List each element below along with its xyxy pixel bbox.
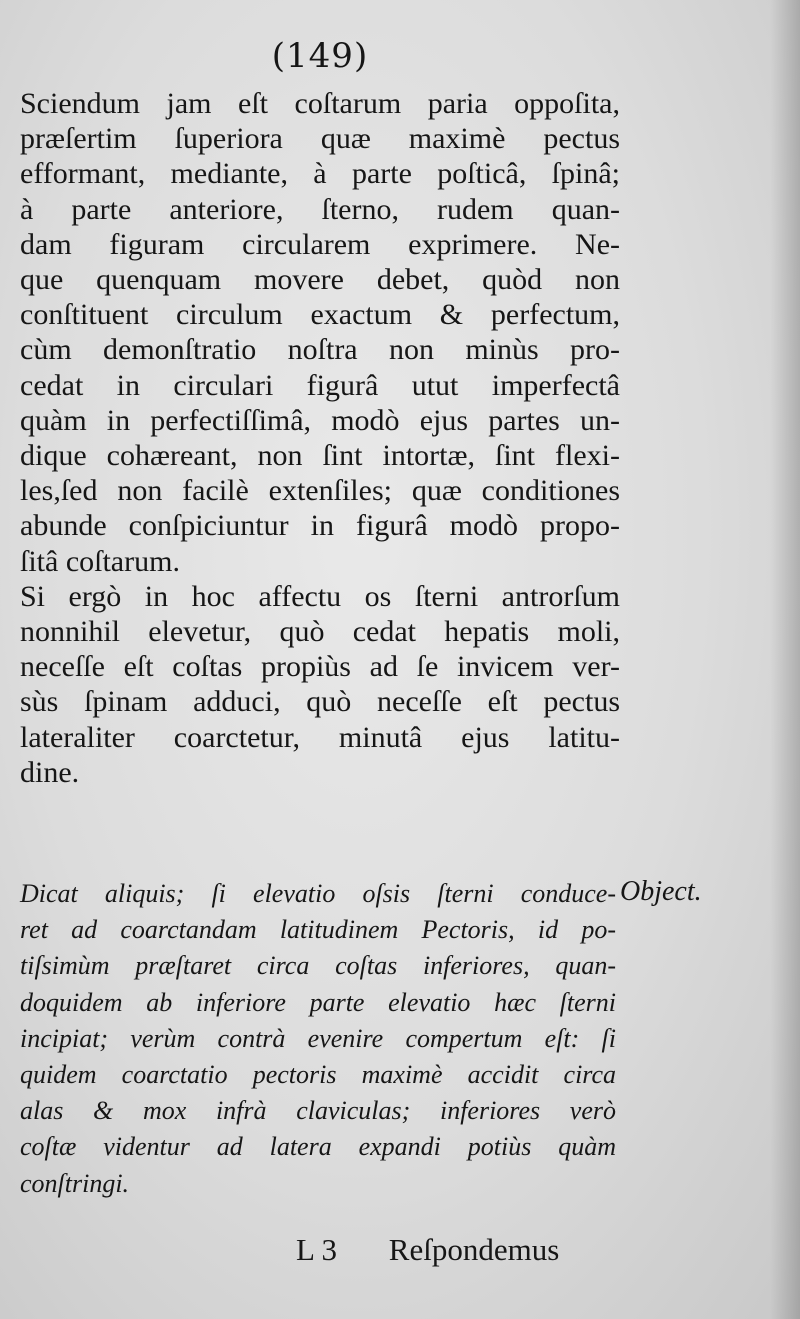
- text-line: præſertim ſuperiora quæ maximè pectus: [20, 122, 620, 156]
- text-line: quàm in perfectiſſimâ, modò ejus partes un-: [20, 403, 620, 437]
- italic-text-line: ret ad coarctandam latitudinem Pectoris, id po-: [20, 915, 616, 945]
- italic-text-line: incipiat; verùm contrà evenire compertum eſt: ſi: [20, 1023, 616, 1053]
- margin-note-objection: Object.: [620, 876, 702, 907]
- text-line: neceſſe eſt coſtas propiùs ad ſe invicem ver-: [20, 650, 620, 684]
- text-line: efformant, mediante, à parte poſticâ, ſpinâ;: [20, 157, 620, 191]
- text-line: abunde conſpiciuntur in figurâ modò propo-: [20, 509, 620, 543]
- text-line: Sciendum jam eſt coſtarum paria oppoſita,: [20, 87, 620, 120]
- signature-mark: L 3: [296, 1232, 338, 1267]
- text-line: cùm demonſtratio noſtra non minùs pro-: [20, 333, 620, 367]
- text-line: lateraliter coarctetur, minutâ ejus latitu-: [20, 720, 620, 754]
- page-footer: [296, 1232, 559, 1268]
- page-number: (149): [271, 36, 369, 76]
- paragraph-2: [20, 579, 620, 790]
- text-line: dam figuram circularem exprimere. Ne-: [20, 227, 620, 261]
- text-line: Si ergò in hoc affectu os ſterni antrorſum: [20, 579, 620, 613]
- text-line: ſitâ coſtarum.: [20, 544, 180, 578]
- text-line: nonnihil elevetur, quò cedat hepatis moli,: [20, 615, 620, 649]
- italic-text-line: conſtringi.: [20, 1168, 130, 1198]
- main-text: [20, 86, 620, 790]
- text-line: cedat in circulari figurâ utut imperfectâ: [20, 368, 620, 402]
- text-line: que quenquam movere debet, quòd non: [20, 263, 620, 297]
- italic-text-line: quidem coarctatio pectoris maximè accidit circa: [20, 1060, 616, 1090]
- text-line: sùs ſpinam adduci, quò neceſſe eſt pectus: [20, 685, 620, 719]
- text-line: dique cohæreant, non ſint intortæ, ſint flexi-: [20, 439, 620, 473]
- italic-text-line: coſtæ videntur ad latera expandi potiùs quàm: [20, 1132, 616, 1162]
- text-line: dine.: [20, 755, 80, 789]
- text-line: à parte anteriore, ſterno, rudem quan-: [20, 192, 620, 226]
- italic-text-line: alas & mox infrà claviculas; inferiores verò: [20, 1096, 616, 1126]
- catchword: Reſpondemus: [388, 1232, 560, 1267]
- objection-paragraph: [20, 876, 616, 1202]
- paragraph-1: [20, 86, 620, 579]
- text-line: les,ſed non facilè extenſiles; quæ conditiones: [20, 474, 620, 508]
- italic-text-line: doquidem ab inferiore parte elevatio hæc ſterni: [20, 987, 616, 1017]
- text-line: conſtituent circulum exactum & perfectum,: [20, 298, 620, 332]
- italic-text-line: Dicat aliquis; ſi elevatio oſsis ſterni conduce-: [20, 879, 616, 908]
- page-edge-shadow: [770, 0, 800, 1319]
- italic-text-line: tiſsimùm præſtaret circa coſtas inferiores, quan-: [20, 951, 616, 981]
